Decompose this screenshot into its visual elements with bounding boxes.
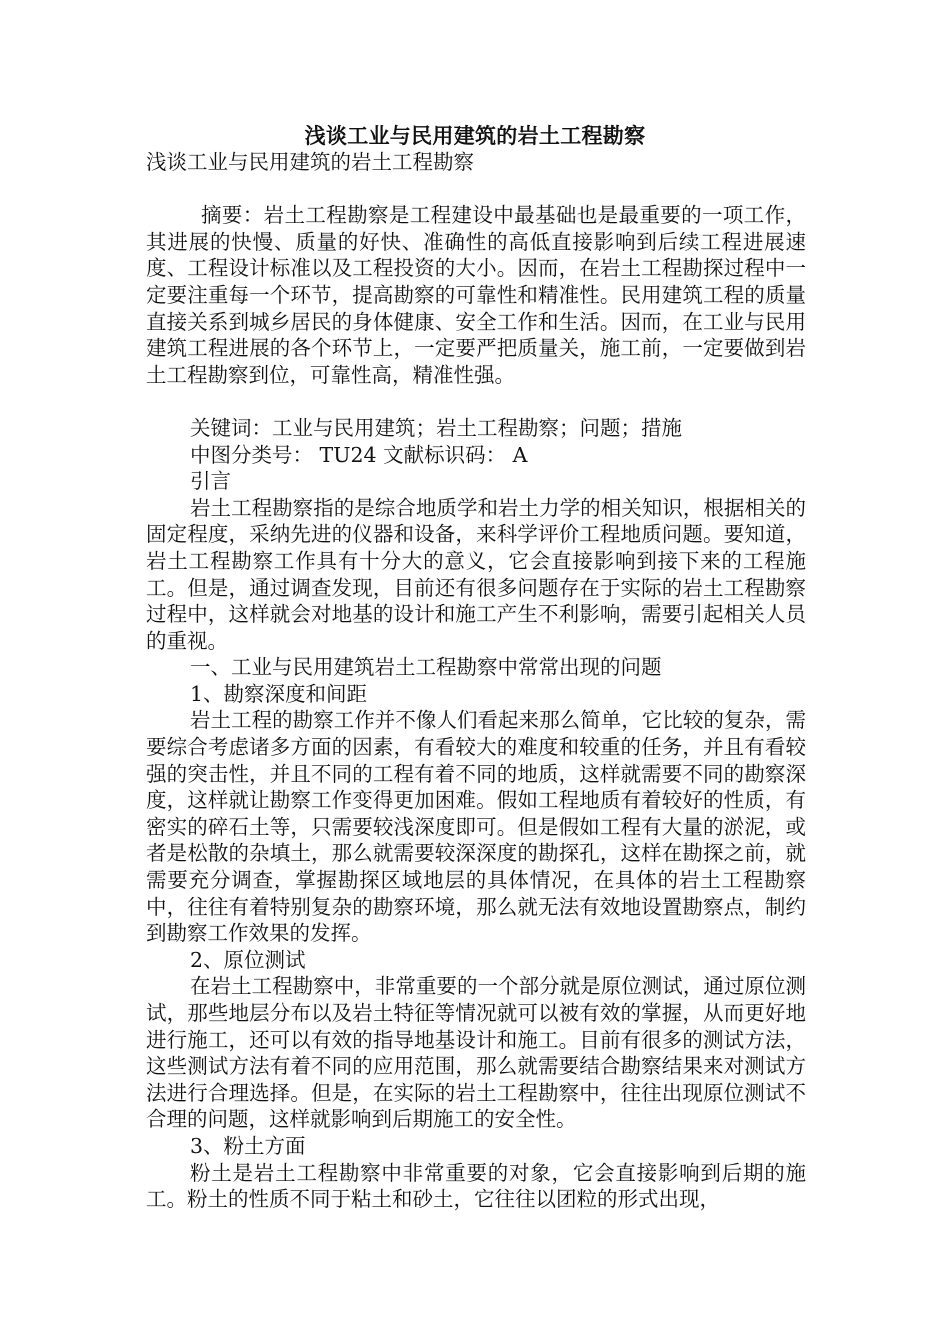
document-subtitle: 浅谈工业与民用建筑的岩土工程勘察 (146, 150, 474, 174)
subsection-heading: 2、原位测试 (190, 947, 306, 972)
keywords-line: 关键词：工业与民用建筑；岩土工程勘察；问题；措施 (190, 415, 682, 440)
document-title: 浅谈工业与民用建筑的岩土工程勘察 (304, 124, 646, 148)
body-paragraph: 粉土是岩土工程勘察中非常重要的对象，它会直接影响到后期的施工。粉土的性质不同于粘土和砂土，它往往以团粒的形式出现， (146, 1160, 806, 1212)
intro-paragraph: 岩土工程勘察指的是综合地质学和岩土力学的相关知识，根据相关的固定程度，采纳先进的仪器和设备，来科学评价工程地质问题。要知道，岩土工程勘察工作具有十分大的意义，它会直接影响到接下来的工程施工。但是，通过调查发现，目前还有很多问题存在于实际的岩土工程勘察过程中，这样就会对地基的设计和施工产生不利影响，需要引起相关人员的重视。 (146, 495, 806, 653)
blank-line (146, 388, 806, 415)
classification-line: 中图分类号： TU24 文献标识码： A (190, 442, 528, 467)
intro-heading: 引言 (190, 469, 231, 494)
subsection-heading: 3、粉土方面 (190, 1133, 306, 1158)
abstract-paragraph: 摘要：岩土工程勘察是工程建设中最基础也是最重要的一项工作，其进展的快慢、质量的好快、准确性的高低直接影响到后续工程进展速度、工程设计标准以及工程投资的大小。因而，在岩土工程勘探过程中一定要注重每一个环节，提高勘察的可靠性和精准性。民用建筑工程的质量直接关系到城乡居民的身体健康、安全工作和生活。因而，在工业与民用建筑工程进展的各个环节上，一定要严把质量关，施工前，一定要做到岩土工程勘察到位，可靠性高，精准性强。 (146, 203, 806, 387)
body-paragraph: 岩土工程的勘察工作并不像人们看起来那么简单，它比较的复杂，需要综合考虑诸多方面的因素，有看较大的难度和较重的任务，并且有看较强的突击性，并且不同的工程有着不同的地质，这样就需要不同的勘察深度，这样就让勘察工作变得更加困难。假如工程地质有着较好的性质，有密实的碎石土等，只需要较浅深度即可。但是假如工程有大量的淤泥，或者是松散的杂填土，那么就需要较深深度的勘探孔，这样在勘探之前，就需要充分调查，掌握勘探区域地层的具体情况，在具体的岩土工程勘察中，往往有着特别复杂的勘察环境，那么就无法有效地设置勘察点，制约到勘察工作效果的发挥。 (146, 708, 806, 946)
body-paragraph: 在岩土工程勘察中，非常重要的一个部分就是原位测试，通过原位测试，那些地层分布以及岩土特征等情况就可以被有效的掌握，从而更好地进行施工，还可以有效的指导地基设计和施工。目前有很多的测试方法，这些测试方法有着不同的应用范围，那么就需要结合勘察结果来对测试方法进行合理选择。但是，在实际的岩土工程勘察中，往往出现原位测试不合理的问题，这样就影响到后期施工的安全性。 (146, 974, 806, 1132)
section-heading: 一、工业与民用建筑岩土工程勘察中常常出现的问题 (190, 655, 662, 680)
blank-line (146, 176, 806, 203)
subsection-heading: 1、勘察深度和间距 (190, 681, 368, 706)
document-body (146, 149, 806, 1213)
